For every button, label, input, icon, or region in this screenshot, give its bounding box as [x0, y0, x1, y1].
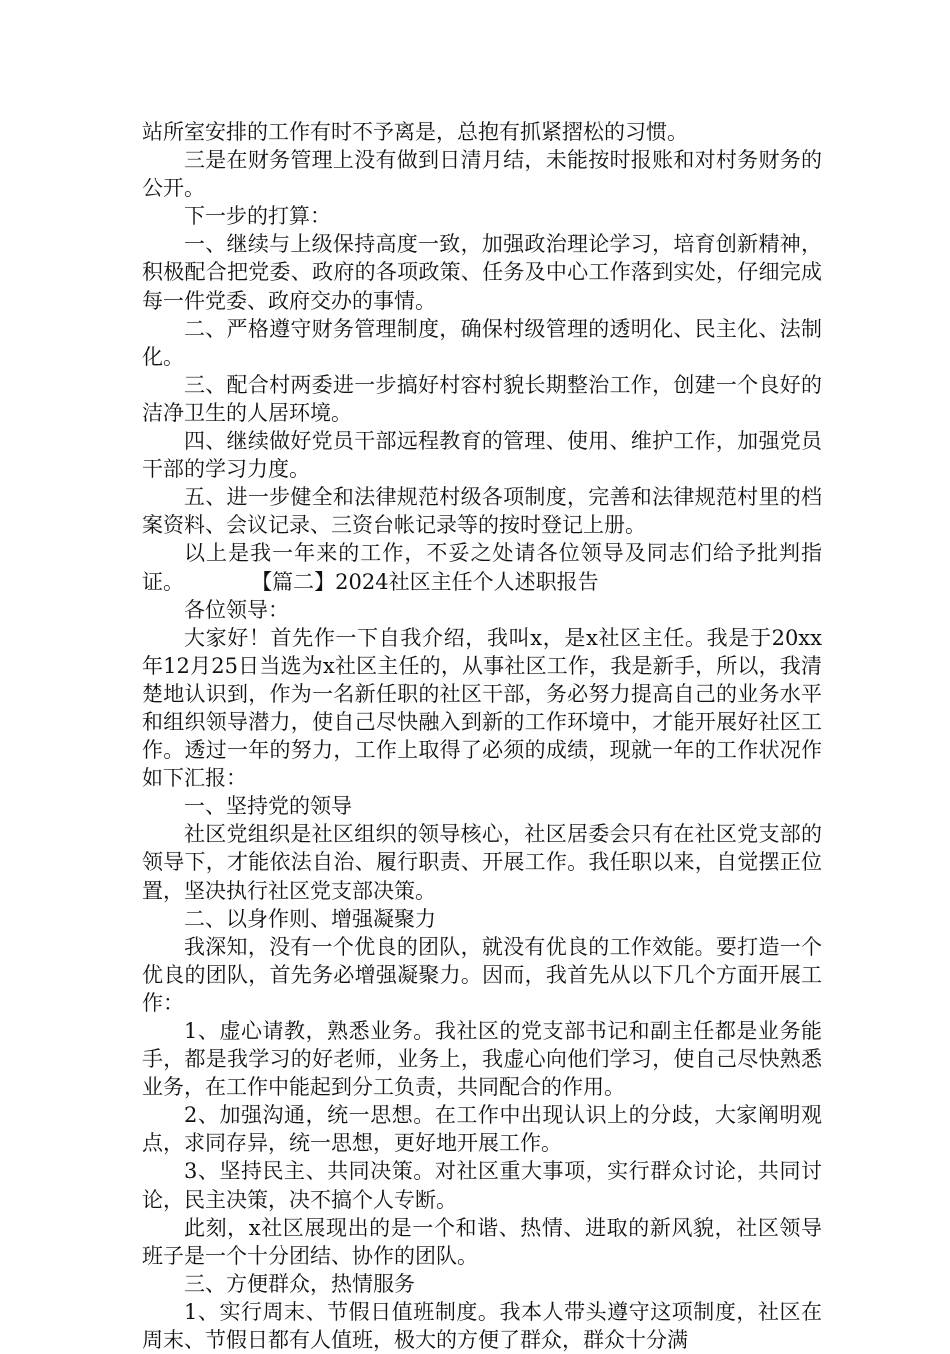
heading-2: 二、以身作则、增强凝聚力: [184, 906, 436, 931]
section-heading: 【篇二】2024社区主任个人述职报告: [251, 569, 599, 594]
paragraph-16: 1、虚心请教，熟悉业务。我社区的党支部书记和副主任都是业务能手，都是我学习的好老师，业务上，我虚心向他们学习，使自己尽快熟悉业务，在工作中能起到分工负责，共同配合的作用。: [142, 1019, 822, 1100]
paragraph-17: 2、加强沟通，统一思想。在工作中出现认识上的分歧，大家阐明观点，求同存异，统一思想，更好地开展工作。: [142, 1103, 822, 1156]
paragraph-2: 三是在财务管理上没有做到日清月结，未能按时报账和对村务财务的公开。: [142, 148, 822, 201]
paragraph-1: 站所室安排的工作有时不予离是，总抱有抓紧摺松的习惯。: [142, 120, 688, 144]
closing-sentence: 以上是我一年来的工作，不妥之处请各位领导及同志们给予批判指证。: [142, 541, 822, 594]
paragraph-18: 3、坚持民主、共同决策。对社区重大事项，实行群众讨论，共同讨论，民主决策，决不搞个人专断。: [142, 1159, 822, 1212]
paragraph-6: 三、配合村两委进一步搞好村容村貌长期整治工作，创建一个良好的洁净卫生的人居环境。: [142, 372, 822, 425]
paragraph-9: [142, 539, 822, 595]
document-body: [142, 118, 822, 1354]
salutation: 各位领导：: [184, 597, 289, 622]
paragraph-5: 二、严格遵守财务管理制度，确保村级管理的透明化、民主化、法制化。: [142, 316, 822, 369]
paragraph-3: 下一步的打算：: [184, 204, 331, 229]
paragraph-13: 社区党组织是社区组织的领导核心，社区居委会只有在社区党支部的领导下，才能依法自治、履行职责、开展工作。我任职以来，自觉摆正位置，坚决执行社区党支部决策。: [142, 822, 822, 903]
paragraph-4: 一、继续与上级保持高度一致，加强政治理论学习，培育创新精神，积极配合把党委、政府的各项政策、任务及中心工作落到实处，仔细完成每一件党委、政府交办的事情。: [142, 232, 822, 313]
paragraph-8: 五、进一步健全和法律规范村级各项制度，完善和法律规范村里的档案资料、会议记录、三资台帐记录等的按时登记上册。: [142, 485, 822, 538]
paragraph-7: 四、继续做好党员干部远程教育的管理、使用、维护工作，加强党员干部的学习力度。: [142, 429, 822, 482]
paragraph-19: 此刻，x社区展现出的是一个和谐、热情、进取的新风貌，社区领导班子是一个十分团结、协作的团队。: [142, 1215, 822, 1268]
heading-3: 三、方便群众，热情服务: [184, 1271, 415, 1296]
paragraph-15: 我深知，没有一个优良的团队，就没有优良的工作效能。要打造一个优良的团队，首先务必增强凝聚力。因而，我首先从以下几个方面开展工作：: [142, 934, 822, 1015]
heading-1: 一、坚持党的领导: [184, 794, 352, 819]
paragraph-11: 大家好！首先作一下自我介绍，我叫x，是x社区主任。我是于20xx年12月25日当选为x社区主任的，从事社区工作，我是新手，所以，我清楚地认识到，作为一名新任职的社区干部，务必努力提高自己的业务水平和组织领导潜力，使自己尽快融入到新的工作环境中，才能开展好社区工作。透过一年的努力，工作上取得了必须的成绩，现就一年的工作状况作如下汇报：: [142, 625, 822, 791]
paragraph-21: 1、实行周末、节假日值班制度。我本人带头遵守这项制度，社区在周末、节假日都有人值班，极大的方便了群众，群众十分满: [142, 1299, 822, 1353]
